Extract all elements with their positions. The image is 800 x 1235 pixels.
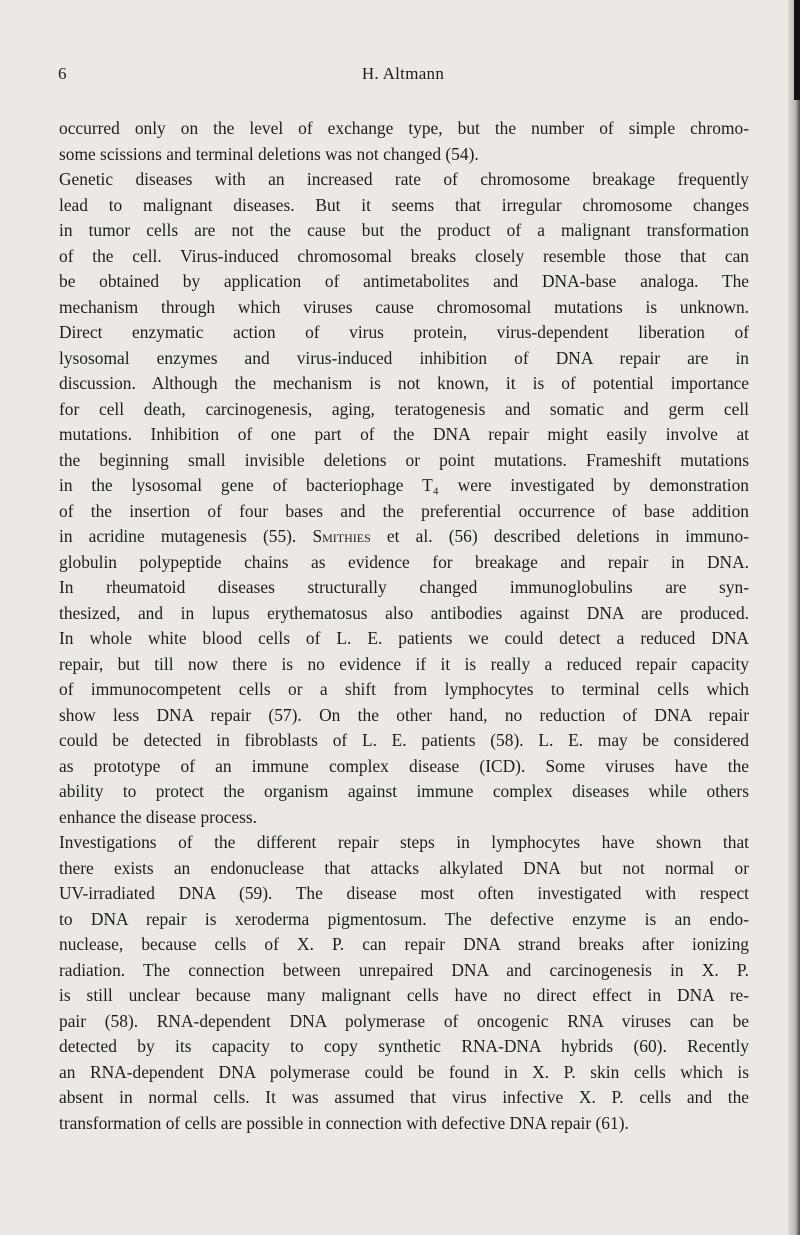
text-line: there exists an endonuclease that attacks alkylated DNA but not normal or (59, 857, 749, 878)
text-line: thesized, and in lupus erythematosus also antibodies against DNA are produced. (59, 602, 749, 623)
text-line: Genetic diseases with an increased rate of chromosome breakage frequently (59, 169, 749, 189)
text-line: of the cell. Virus-induced chromosomal breaks closely resemble those that can (59, 245, 749, 266)
page-edge-shadow (788, 0, 800, 1235)
text-line: absent in normal cells. It was assumed that virus infective X. P. cells and the (59, 1087, 749, 1107)
text-line: as prototype of an immune complex disease (ICD). Some viruses have the (59, 755, 749, 776)
text-line: could be detected in fibroblasts of L. E. patients (58). L. E. may be considered (59, 730, 749, 750)
text-line: in tumor cells are not the cause but the product of a malignant transformation (59, 220, 749, 240)
text-line: the beginning small invisible deletions or point mutations. Frameshift mutations (59, 449, 749, 470)
text-line: transformation of cells are possible in connection with defective DNA repair (61). (59, 1112, 629, 1133)
text-line: ability to protect the organism against immune complex diseases while others (59, 781, 749, 801)
text-line: In rheumatoid diseases structurally changed immunoglobulins are syn- (59, 577, 749, 597)
text-line: for cell death, carcinogenesis, aging, teratogenesis and somatic and germ cell (59, 398, 749, 419)
text-line: UV-irradiated DNA (59). The disease most often investigated with respect (59, 883, 749, 903)
text-line: show less DNA repair (57). On the other hand, no reduction of DNA repair (59, 704, 749, 725)
text-line: an RNA-dependent DNA polymerase could be found in X. P. skin cells which is (59, 1061, 749, 1082)
text-line: In whole white blood cells of L. E. patients we could detect a reduced DNA (59, 628, 749, 648)
running-head: H. Altmann (361, 64, 445, 83)
text-line: mechanism through which viruses cause chromosomal mutations is unknown. (59, 296, 749, 317)
page-number: 6 (58, 64, 67, 83)
body-text (59, 116, 749, 1136)
text-line: be obtained by application of antimetabolites and DNA-base analoga. The (59, 271, 749, 291)
text-line: globulin polypeptide chains as evidence for breakage and repair in DNA. (59, 551, 749, 572)
text-line: occurred only on the level of exchange type, but the number of simple chromo- (59, 118, 749, 138)
page-header (58, 64, 748, 88)
text-line: repair, but till now there is no evidence if it is really a reduced repair capacity (59, 653, 749, 674)
text-line: lead to malignant diseases. But it seems that irregular chromosome changes (59, 194, 749, 215)
text-line: in the lysosomal gene of bacteriophage T₄ were investigated by demonstration (59, 475, 749, 495)
text-line: is still unclear because many malignant cells have no direct effect in DNA re- (59, 985, 749, 1005)
text-line: some scissions and terminal deletions was not changed (54). (59, 143, 479, 164)
text-line: discussion. Although the mechanism is not known, it is of potential importance (59, 373, 749, 393)
text-line: nuclease, because cells of X. P. can repair DNA strand breaks after ionizing (59, 934, 749, 954)
text-line: radiation. The connection between unrepaired DNA and carcinogenesis in X. P. (59, 959, 749, 980)
text-line: mutations. Inhibition of one part of the DNA repair might easily involve at (59, 424, 749, 444)
text-line: Investigations of the different repair steps in lymphocytes have shown that (59, 832, 749, 852)
text-line: pair (58). RNA-dependent DNA polymerase of oncogenic RNA viruses can be (59, 1010, 749, 1031)
text-line: of immunocompetent cells or a shift from lymphocytes to terminal cells which (59, 679, 749, 699)
text-line: to DNA repair is xeroderma pigmentosum. The defective enzyme is an endo- (59, 908, 749, 929)
text-line: lysosomal enzymes and virus-induced inhibition of DNA repair are in (59, 347, 749, 368)
text-line: of the insertion of four bases and the preferential occurrence of base addition (59, 500, 749, 521)
text-line: in acridine mutagenesis (55). Smithies et al. (56) described deletions in immuno- (59, 526, 749, 546)
text-line: enhance the disease process. (59, 806, 257, 827)
text-line: detected by its capacity to copy synthetic RNA-DNA hybrids (60). Recently (59, 1036, 749, 1056)
edge-mark (794, 0, 800, 100)
text-line: Direct enzymatic action of virus protein, virus-dependent liberation of (59, 322, 749, 342)
